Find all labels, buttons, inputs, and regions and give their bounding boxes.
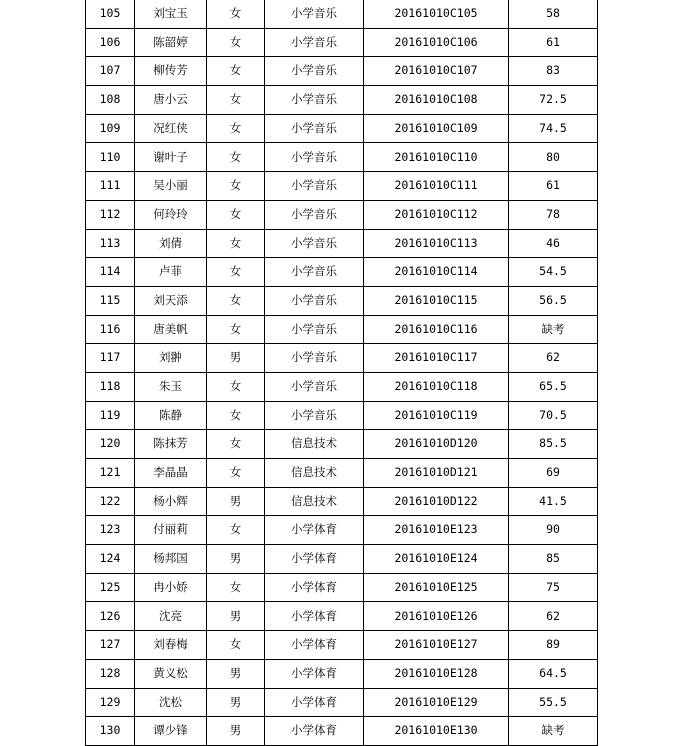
score-cell: 74.5	[509, 114, 598, 143]
score-cell: 75	[509, 573, 598, 602]
table-row	[86, 459, 598, 488]
subject-cell: 小学音乐	[265, 143, 364, 172]
row-number-cell: 107	[86, 57, 135, 86]
candidate-name-cell: 朱玉	[135, 372, 207, 401]
subject-cell: 小学音乐	[265, 372, 364, 401]
row-number-cell: 126	[86, 602, 135, 631]
gender-cell: 女	[207, 114, 265, 143]
row-number-cell: 106	[86, 28, 135, 57]
gender-cell: 男	[207, 487, 265, 516]
row-number-cell: 114	[86, 258, 135, 287]
table-row	[86, 258, 598, 287]
row-number-cell: 125	[86, 573, 135, 602]
score-cell: 78	[509, 200, 598, 229]
table-row	[86, 487, 598, 516]
subject-cell: 小学音乐	[265, 200, 364, 229]
candidate-name-cell: 唐美帆	[135, 315, 207, 344]
candidate-name-cell: 卢菲	[135, 258, 207, 287]
gender-cell: 女	[207, 86, 265, 115]
subject-cell: 小学音乐	[265, 114, 364, 143]
table-row	[86, 315, 598, 344]
exam-number-cell: 20161010C116	[364, 315, 509, 344]
score-cell: 56.5	[509, 286, 598, 315]
gender-cell: 男	[207, 717, 265, 746]
exam-number-cell: 20161010C107	[364, 57, 509, 86]
gender-cell: 女	[207, 28, 265, 57]
table-row	[86, 430, 598, 459]
row-number-cell: 115	[86, 286, 135, 315]
table-row	[86, 401, 598, 430]
gender-cell: 女	[207, 200, 265, 229]
table-row	[86, 372, 598, 401]
gender-cell: 男	[207, 344, 265, 373]
gender-cell: 女	[207, 631, 265, 660]
gender-cell: 女	[207, 430, 265, 459]
row-number-cell: 123	[86, 516, 135, 545]
candidate-name-cell: 何玲玲	[135, 200, 207, 229]
score-cell: 缺考	[509, 717, 598, 746]
table-row	[86, 172, 598, 201]
exam-number-cell: 20161010C119	[364, 401, 509, 430]
subject-cell: 小学音乐	[265, 0, 364, 28]
score-cell: 58	[509, 0, 598, 28]
table-row	[86, 631, 598, 660]
table-row	[86, 28, 598, 57]
row-number-cell: 122	[86, 487, 135, 516]
exam-number-cell: 20161010E129	[364, 688, 509, 717]
exam-number-cell: 20161010D122	[364, 487, 509, 516]
candidate-name-cell: 杨小辉	[135, 487, 207, 516]
subject-cell: 小学音乐	[265, 57, 364, 86]
row-number-cell: 117	[86, 344, 135, 373]
score-cell: 89	[509, 631, 598, 660]
row-number-cell: 129	[86, 688, 135, 717]
row-number-cell: 119	[86, 401, 135, 430]
gender-cell: 女	[207, 229, 265, 258]
candidate-name-cell: 沈松	[135, 688, 207, 717]
gender-cell: 男	[207, 688, 265, 717]
subject-cell: 小学体育	[265, 688, 364, 717]
exam-number-cell: 20161010E128	[364, 659, 509, 688]
subject-cell: 小学音乐	[265, 172, 364, 201]
row-number-cell: 120	[86, 430, 135, 459]
exam-number-cell: 20161010C106	[364, 28, 509, 57]
exam-number-cell: 20161010C108	[364, 86, 509, 115]
score-cell: 61	[509, 28, 598, 57]
candidate-name-cell: 李晶晶	[135, 459, 207, 488]
table-row	[86, 717, 598, 746]
gender-cell: 女	[207, 0, 265, 28]
row-number-cell: 109	[86, 114, 135, 143]
subject-cell: 小学音乐	[265, 315, 364, 344]
table-row	[86, 143, 598, 172]
row-number-cell: 121	[86, 459, 135, 488]
score-cell: 80	[509, 143, 598, 172]
candidate-name-cell: 刘倩	[135, 229, 207, 258]
table-row	[86, 200, 598, 229]
gender-cell: 女	[207, 573, 265, 602]
row-number-cell: 127	[86, 631, 135, 660]
subject-cell: 小学音乐	[265, 344, 364, 373]
exam-number-cell: 20161010C105	[364, 0, 509, 28]
table-row	[86, 57, 598, 86]
subject-cell: 小学体育	[265, 717, 364, 746]
candidate-name-cell: 谭少锋	[135, 717, 207, 746]
exam-number-cell: 20161010E123	[364, 516, 509, 545]
score-cell: 70.5	[509, 401, 598, 430]
candidate-name-cell: 谢叶子	[135, 143, 207, 172]
subject-cell: 小学音乐	[265, 28, 364, 57]
exam-number-cell: 20161010E126	[364, 602, 509, 631]
gender-cell: 女	[207, 286, 265, 315]
candidate-name-cell: 黄义松	[135, 659, 207, 688]
gender-cell: 女	[207, 258, 265, 287]
exam-number-cell: 20161010C115	[364, 286, 509, 315]
candidate-name-cell: 唐小云	[135, 86, 207, 115]
score-cell: 61	[509, 172, 598, 201]
candidate-name-cell: 冉小娇	[135, 573, 207, 602]
table-row	[86, 0, 598, 28]
exam-number-cell: 20161010C113	[364, 229, 509, 258]
row-number-cell: 124	[86, 545, 135, 574]
subject-cell: 小学音乐	[265, 86, 364, 115]
candidate-name-cell: 陈静	[135, 401, 207, 430]
table-row	[86, 573, 598, 602]
row-number-cell: 111	[86, 172, 135, 201]
score-cell: 85.5	[509, 430, 598, 459]
row-number-cell: 118	[86, 372, 135, 401]
candidate-name-cell: 柳传芳	[135, 57, 207, 86]
exam-number-cell: 20161010C109	[364, 114, 509, 143]
subject-cell: 小学体育	[265, 573, 364, 602]
table-row	[86, 688, 598, 717]
gender-cell: 女	[207, 57, 265, 86]
gender-cell: 女	[207, 459, 265, 488]
score-table	[85, 0, 598, 746]
exam-number-cell: 20161010D120	[364, 430, 509, 459]
score-cell: 90	[509, 516, 598, 545]
subject-cell: 小学体育	[265, 631, 364, 660]
table-row	[86, 344, 598, 373]
gender-cell: 女	[207, 315, 265, 344]
gender-cell: 女	[207, 401, 265, 430]
gender-cell: 男	[207, 659, 265, 688]
row-number-cell: 128	[86, 659, 135, 688]
gender-cell: 女	[207, 172, 265, 201]
exam-number-cell: 20161010E124	[364, 545, 509, 574]
subject-cell: 信息技术	[265, 487, 364, 516]
score-sheet	[85, 0, 595, 746]
exam-number-cell: 20161010C117	[364, 344, 509, 373]
row-number-cell: 116	[86, 315, 135, 344]
candidate-name-cell: 付丽莉	[135, 516, 207, 545]
score-cell: 65.5	[509, 372, 598, 401]
candidate-name-cell: 沈亮	[135, 602, 207, 631]
candidate-name-cell: 刘宝玉	[135, 0, 207, 28]
table-row	[86, 114, 598, 143]
row-number-cell: 113	[86, 229, 135, 258]
score-cell: 54.5	[509, 258, 598, 287]
exam-number-cell: 20161010C112	[364, 200, 509, 229]
table-row	[86, 229, 598, 258]
exam-number-cell: 20161010E125	[364, 573, 509, 602]
table-row	[86, 659, 598, 688]
exam-number-cell: 20161010C110	[364, 143, 509, 172]
score-cell: 41.5	[509, 487, 598, 516]
score-table-body	[86, 0, 598, 745]
gender-cell: 女	[207, 143, 265, 172]
candidate-name-cell: 杨邦国	[135, 545, 207, 574]
row-number-cell: 110	[86, 143, 135, 172]
candidate-name-cell: 刘春梅	[135, 631, 207, 660]
row-number-cell: 112	[86, 200, 135, 229]
candidate-name-cell: 刘天添	[135, 286, 207, 315]
score-cell: 64.5	[509, 659, 598, 688]
gender-cell: 男	[207, 602, 265, 631]
score-cell: 69	[509, 459, 598, 488]
table-row	[86, 545, 598, 574]
exam-number-cell: 20161010D121	[364, 459, 509, 488]
score-cell: 55.5	[509, 688, 598, 717]
candidate-name-cell: 吴小丽	[135, 172, 207, 201]
gender-cell: 女	[207, 516, 265, 545]
score-cell: 缺考	[509, 315, 598, 344]
score-cell: 72.5	[509, 86, 598, 115]
subject-cell: 小学体育	[265, 545, 364, 574]
score-cell: 83	[509, 57, 598, 86]
score-cell: 85	[509, 545, 598, 574]
subject-cell: 小学音乐	[265, 286, 364, 315]
subject-cell: 信息技术	[265, 459, 364, 488]
candidate-name-cell: 刘翀	[135, 344, 207, 373]
subject-cell: 小学音乐	[265, 229, 364, 258]
exam-number-cell: 20161010C114	[364, 258, 509, 287]
subject-cell: 信息技术	[265, 430, 364, 459]
row-number-cell: 130	[86, 717, 135, 746]
subject-cell: 小学体育	[265, 516, 364, 545]
exam-number-cell: 20161010C111	[364, 172, 509, 201]
exam-number-cell: 20161010E130	[364, 717, 509, 746]
subject-cell: 小学音乐	[265, 258, 364, 287]
row-number-cell: 108	[86, 86, 135, 115]
subject-cell: 小学音乐	[265, 401, 364, 430]
candidate-name-cell: 况红侠	[135, 114, 207, 143]
table-row	[86, 602, 598, 631]
score-cell: 62	[509, 344, 598, 373]
exam-number-cell: 20161010C118	[364, 372, 509, 401]
subject-cell: 小学体育	[265, 602, 364, 631]
score-cell: 46	[509, 229, 598, 258]
row-number-cell: 105	[86, 0, 135, 28]
table-row	[86, 286, 598, 315]
subject-cell: 小学体育	[265, 659, 364, 688]
exam-number-cell: 20161010E127	[364, 631, 509, 660]
table-row	[86, 516, 598, 545]
table-row	[86, 86, 598, 115]
gender-cell: 女	[207, 372, 265, 401]
candidate-name-cell: 陈韶婷	[135, 28, 207, 57]
gender-cell: 男	[207, 545, 265, 574]
candidate-name-cell: 陈抹芳	[135, 430, 207, 459]
score-cell: 62	[509, 602, 598, 631]
